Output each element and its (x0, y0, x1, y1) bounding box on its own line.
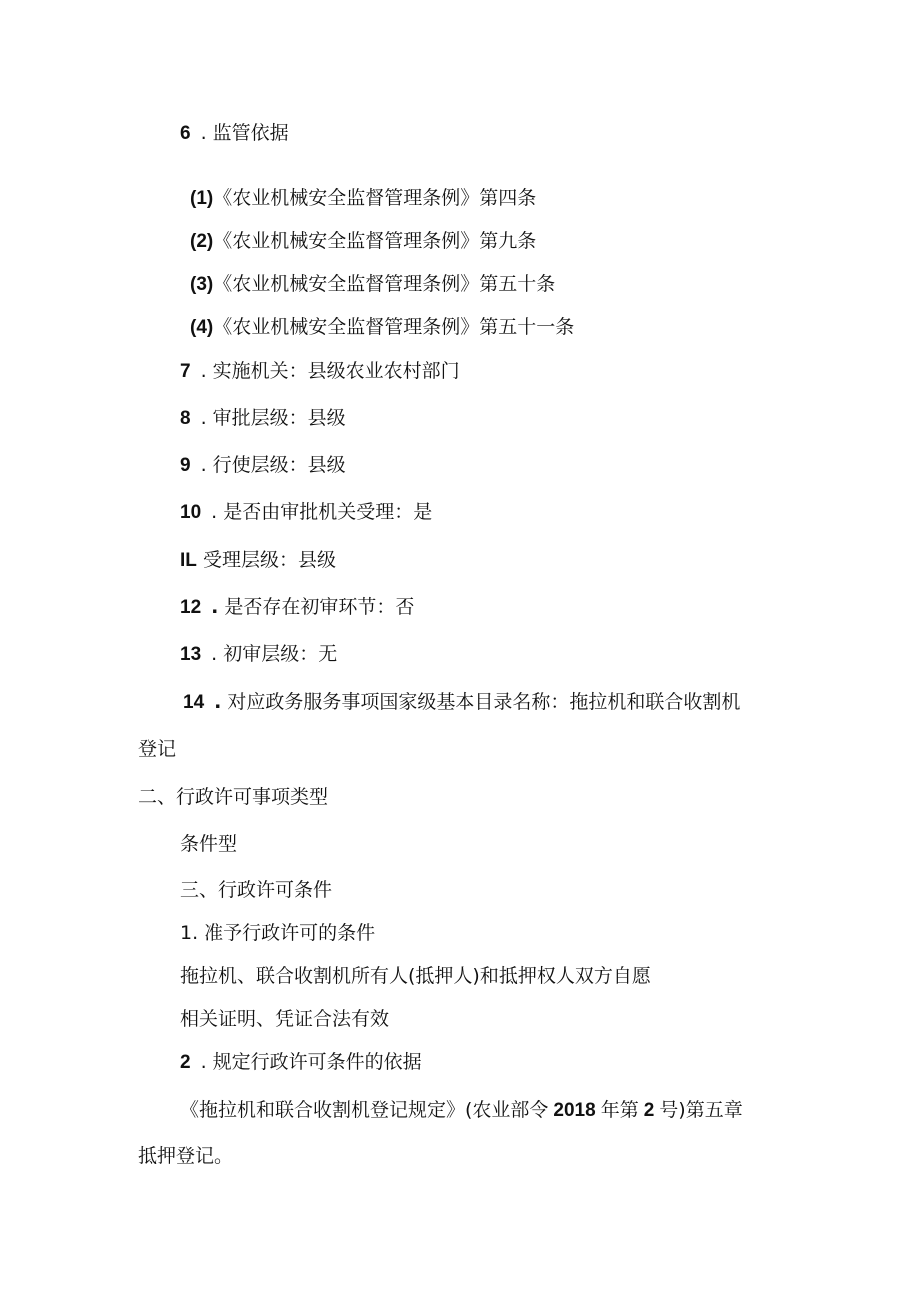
basis-text: 《农业机械安全监督管理条例》第九条 (213, 230, 537, 252)
section-2-body: 条件型 (180, 833, 238, 855)
item-11 (180, 548, 336, 573)
basis-number: (1) (190, 188, 214, 209)
section-3-subheading-2 (180, 1050, 422, 1075)
item-number: 13 (180, 644, 202, 665)
condition-2: 相关证明、凭证合法有效 (180, 1008, 390, 1030)
item-text: 审批层级：县级 (212, 407, 346, 429)
item-8 (180, 406, 346, 431)
item-separator: . (214, 691, 222, 713)
item-separator: . (211, 643, 218, 665)
item-7 (180, 359, 460, 384)
legal-basis-year: 2018 (553, 1100, 596, 1121)
item-text: 行使层级：县级 (212, 454, 346, 476)
basis-text: 《农业机械安全监督管理条例》第五十条 (213, 273, 556, 295)
basis-number: (4) (190, 317, 214, 338)
legal-basis-text: 《拖拉机和联合收割机登记规定》(农业部令 (180, 1099, 549, 1121)
item-14 (183, 690, 740, 715)
item-text: 实施机关：县级农业农村部门 (212, 360, 460, 382)
item-text: 监管依据 (212, 122, 289, 144)
item-separator: . (200, 1051, 207, 1073)
item-number: 10 (180, 502, 202, 523)
item-text: 是否由审批机关受理：是 (223, 501, 433, 523)
item-number: 2 (180, 1052, 191, 1073)
legal-basis (180, 1098, 743, 1123)
item-number: IL (180, 550, 197, 571)
item-text: 是否存在初审环节：否 (224, 596, 415, 618)
item-separator: . (211, 596, 219, 618)
item-separator: . (200, 407, 207, 429)
basis-number: (2) (190, 231, 214, 252)
item-number: 12 (180, 597, 202, 618)
section-3-subheading-1: 1. 准予行政许可的条件 (180, 922, 376, 944)
item-number: 8 (180, 408, 191, 429)
section-2-heading: 二、行政许可事项类型 (138, 786, 329, 808)
item-number: 6 (180, 123, 191, 144)
basis-text: 《农业机械安全监督管理条例》第五十一条 (213, 316, 575, 338)
item-separator: . (211, 501, 218, 523)
item-12 (180, 595, 414, 620)
item-separator: . (200, 360, 207, 382)
item-13 (180, 642, 337, 667)
legal-basis-text: 号)第五章 (659, 1099, 743, 1121)
basis-text: 《农业机械安全监督管理条例》第四条 (213, 187, 537, 209)
item-number: 9 (180, 455, 191, 476)
legal-basis-number: 2 (643, 1100, 655, 1121)
item-9 (180, 453, 346, 478)
legal-basis-continuation: 抵押登记。 (138, 1145, 234, 1167)
basis-number: (3) (190, 274, 214, 295)
item-10 (180, 500, 432, 525)
item-text: 对应政务服务事项国家级基本目录名称：拖拉机和联合收割机 (227, 691, 741, 713)
item-text: 初审层级：无 (223, 643, 338, 665)
item-text: 受理层级：县级 (202, 549, 336, 571)
item-number: 7 (180, 361, 191, 382)
item-14-continuation: 登记 (138, 738, 177, 760)
condition-1: 拖拉机、联合收割机所有人(抵押人)和抵押权人双方自愿 (180, 965, 651, 987)
item-text: 规定行政许可条件的依据 (212, 1051, 422, 1073)
section-3-heading: 三、行政许可条件 (180, 879, 333, 901)
item-6 (180, 121, 289, 146)
basis-item-1 (190, 186, 536, 211)
basis-item-4 (190, 315, 574, 340)
item-separator: . (200, 122, 207, 144)
item-number: 14 (183, 692, 205, 713)
basis-item-2 (190, 229, 536, 254)
legal-basis-text: 年第 (600, 1099, 639, 1121)
item-separator: . (200, 454, 207, 476)
basis-item-3 (190, 272, 555, 297)
